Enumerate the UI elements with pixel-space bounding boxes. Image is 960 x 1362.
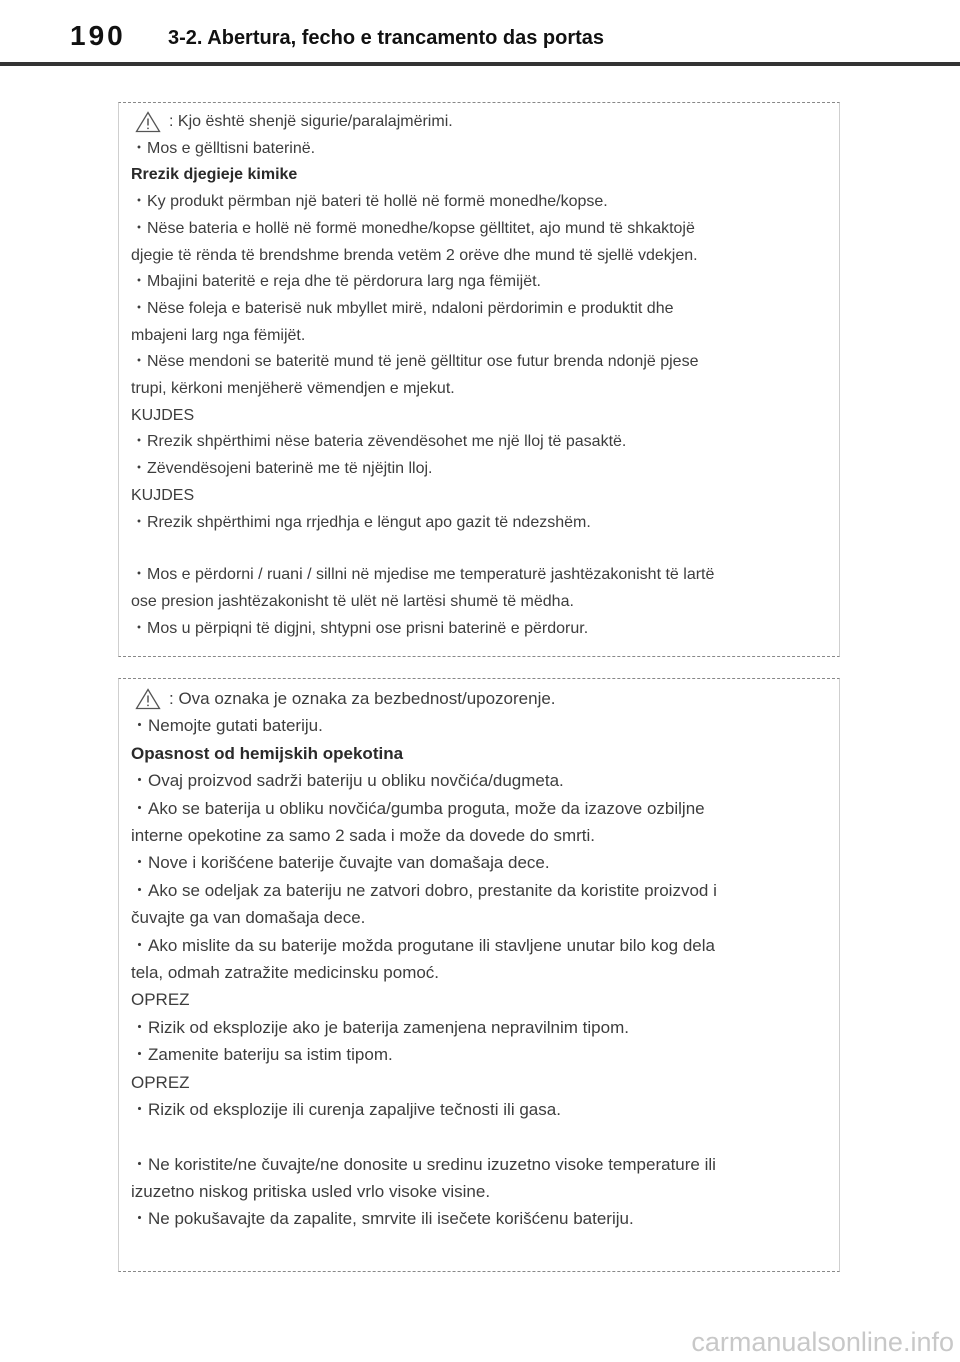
text-line: interne opekotine za samo 2 sada i može da dovede do smrti. bbox=[131, 826, 595, 846]
text-line: ・Mbajini bateritë e reja dhe të përdorura larg nga fëmijët. bbox=[131, 273, 542, 291]
text-line: ・Mos u përpiqni të digjni, shtypni ose prisni baterinë e përdorur. bbox=[131, 619, 589, 637]
text-line: trupi, kërkoni menjëherë vëmendjen e mjekut. bbox=[131, 380, 455, 398]
text-line: ・Mos e gëlltisni baterinë. bbox=[131, 139, 316, 157]
warning-heading-text: : Ova oznaka je oznaka za bezbednost/upozorenje. bbox=[169, 689, 556, 708]
warning-heading-text: : Kjo është shenjë sigurie/paralajmërimi. bbox=[169, 113, 453, 130]
text-line: ・Ako mislite da su baterije možda progutane ili stavljene unutar bilo kog dela bbox=[131, 935, 715, 955]
section-title: 3-2. Abertura, fecho e trancamento das portas bbox=[168, 27, 605, 49]
warning-heading-line bbox=[131, 109, 829, 136]
warning-heading-line bbox=[131, 685, 829, 712]
text-line: ・Nëse mendoni se bateritë mund të jenë gëlltitur ose futur brenda ndonjë pjese bbox=[131, 353, 699, 371]
text-line: ・Ne koristite/ne čuvajte/ne donosite u sredinu izuzetno visoke temperature ili bbox=[131, 1154, 716, 1174]
text-line: čuvajte ga van domašaja dece. bbox=[131, 908, 366, 928]
text-line: ・Zamenite bateriju sa istim tipom. bbox=[131, 1045, 393, 1065]
warning-triangle-icon bbox=[135, 688, 161, 710]
text-line: ・Ako se baterija u obliku novčića/gumba proguta, može da izazove ozbiljne bbox=[131, 798, 705, 818]
text-line: ・Nemojte gutati bateriju. bbox=[131, 716, 323, 736]
caution-label: KUJDES bbox=[131, 406, 195, 424]
spacer bbox=[131, 536, 829, 562]
text-line: ・Rizik od eksplozije ako je baterija zamenjena nepravilnim tipom. bbox=[131, 1017, 629, 1037]
text-line: ・Mos e përdorni / ruani / sillni në mjedise me temperaturë jashtëzakonisht të lartë bbox=[131, 566, 715, 584]
page-header bbox=[0, 0, 960, 62]
text-line: ・Ako se odeljak za bateriju ne zatvori dobro, prestanite da koristite proizvod i bbox=[131, 880, 717, 900]
text-line: djegie të rënda të brendshme brenda vetëm 2 orëve dhe mund të sjellë vdekjen. bbox=[131, 246, 698, 264]
subheading: Rrezik djegieje kimike bbox=[131, 166, 298, 184]
text-line: mbajeni larg nga fëmijët. bbox=[131, 326, 306, 344]
warning-triangle-icon bbox=[135, 111, 161, 133]
text-line: izuzetno niskog pritiska usled vrlo visoke visine. bbox=[131, 1181, 491, 1201]
text-line: ・Ne pokušavajte da zapalite, smrvite ili isečete korišćenu bateriju. bbox=[131, 1209, 634, 1229]
text-line: ・Nëse foleja e baterisë nuk mbyllet mirë, ndaloni përdorimin e produktit dhe bbox=[131, 299, 674, 317]
text-line: tela, odmah zatražite medicinsku pomoć. bbox=[131, 963, 440, 983]
watermark: carmanualsonline.info bbox=[691, 1327, 954, 1357]
text-line: ・Ky produkt përmban një bateri të hollë në formë monedhe/kopse. bbox=[131, 193, 608, 211]
text-line: ・Rrezik shpërthimi nëse bateria zëvendësohet me një lloj të pasaktë. bbox=[131, 433, 627, 451]
header-divider bbox=[0, 62, 960, 66]
spacer bbox=[131, 1124, 829, 1151]
text-line: ・Nove i korišćene baterije čuvajte van domašaja dece. bbox=[131, 853, 550, 873]
text-line: ・Zëvendësojeni baterinë me të njëjtin lloj. bbox=[131, 460, 433, 478]
caution-label: OPREZ bbox=[131, 1072, 190, 1092]
warning-box-serbian bbox=[118, 678, 840, 1272]
caution-label: OPREZ bbox=[131, 990, 190, 1010]
text-line: ose presion jashtëzakonisht të ulët në lartësi shumë të mëdha. bbox=[131, 592, 574, 610]
page-number: 190 bbox=[70, 20, 126, 51]
subheading: Opasnost od hemijskih opekotina bbox=[131, 743, 404, 763]
text-line: ・Rrezik shpërthimi nga rrjedhja e lëngut apo gazit të ndezshëm. bbox=[131, 513, 591, 531]
warning-box-albanian bbox=[118, 102, 840, 657]
text-line: ・Rizik od eksplozije ili curenja zapaljive tečnosti ili gasa. bbox=[131, 1100, 561, 1120]
caution-label: KUJDES bbox=[131, 486, 195, 504]
text-line: ・Ovaj proizvod sadrži bateriju u obliku novčića/dugmeta. bbox=[131, 771, 564, 791]
text-line: ・Nëse bateria e hollë në formë monedhe/kopse gëlltitet, ajo mund të shkaktojë bbox=[131, 219, 695, 237]
